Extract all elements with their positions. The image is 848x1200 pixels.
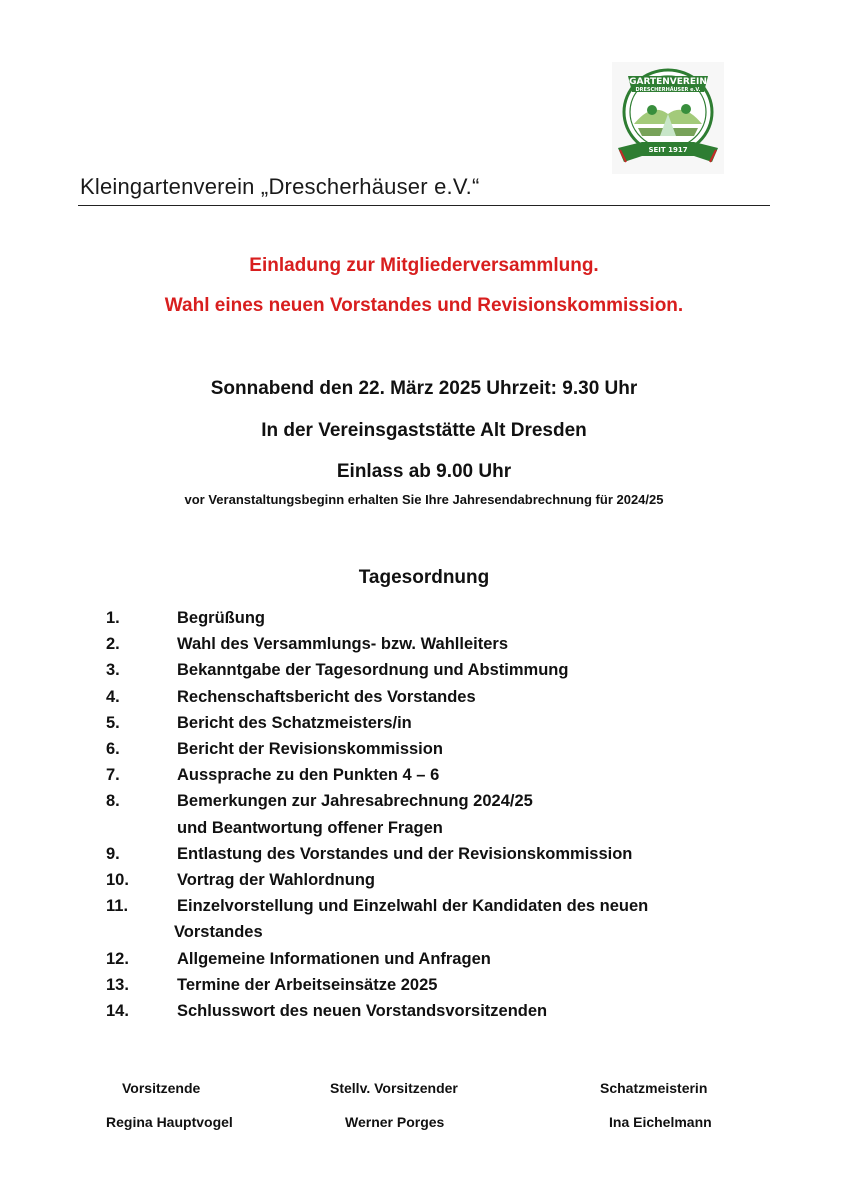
list-item	[106, 867, 766, 893]
item-text: Vortrag der Wahlordnung	[177, 871, 375, 890]
signature-role-treasurer: Schatzmeisterin	[600, 1080, 708, 1096]
list-item	[106, 972, 766, 998]
item-number: 14.	[106, 1002, 129, 1021]
invitation-subtitle: Wahl eines neuen Vorstandes und Revisionskommission.	[164, 295, 684, 316]
item-text	[177, 788, 766, 840]
item-text: Wahl des Versammlungs- bzw. Wahlleiters	[177, 635, 508, 654]
logo-since: SEIT 1917	[648, 146, 688, 154]
item-text: Termine der Arbeitseinsätze 2025	[177, 975, 438, 994]
list-item	[106, 605, 766, 631]
list-item	[106, 998, 766, 1024]
list-item	[106, 736, 766, 762]
item-text-line1: Einzelvorstellung und Einzelwahl der Kandidaten des neuen	[177, 897, 649, 916]
item-number: 6.	[106, 740, 120, 759]
list-item	[106, 684, 766, 710]
agenda-title: Tagesordnung	[358, 567, 490, 588]
item-number: 12.	[106, 949, 129, 968]
event-location: In der Vereinsgaststätte Alt Dresden	[261, 420, 587, 441]
item-number: 1.	[106, 609, 120, 627]
item-text: Entlastung des Vorstandes und der Revisionskommission	[177, 844, 633, 863]
item-text-line2: Vorstandes	[174, 923, 263, 942]
invitation-title: Einladung zur Mitgliederversammlung.	[249, 255, 599, 276]
list-item	[106, 788, 766, 840]
header-divider	[78, 205, 770, 206]
signature-role-chair: Vorsitzende	[122, 1080, 201, 1096]
item-text	[174, 893, 766, 945]
item-number: 11.	[106, 897, 129, 916]
item-text: Allgemeine Informationen und Anfragen	[177, 949, 491, 968]
item-text: Rechenschaftsbericht des Vorstandes	[177, 687, 476, 706]
item-text-line2: und Beantwortung offener Fragen	[177, 818, 443, 837]
event-note: vor Veranstaltungsbeginn erhalten Sie Ihre Jahresendabrechnung für 2024/25	[184, 492, 664, 507]
item-number: 10.	[106, 871, 129, 890]
agenda-list	[106, 605, 766, 1024]
item-number: 7.	[106, 766, 120, 785]
list-item	[106, 841, 766, 867]
item-number: 3.	[106, 661, 120, 680]
club-name: Kleingartenverein „Drescherhäuser e.V.“	[80, 174, 480, 199]
logo-subtitle: DRESCHERHÄUSER e.V.	[635, 87, 701, 93]
item-text: Begrüßung	[177, 609, 265, 627]
item-number: 2.	[106, 635, 120, 654]
signature-name-deputy: Werner Porges	[345, 1114, 445, 1130]
list-item	[106, 710, 766, 736]
item-text-line1: Bemerkungen zur Jahresabrechnung 2024/25	[177, 792, 533, 811]
item-text: Bericht der Revisionskommission	[177, 740, 443, 759]
item-number: 8.	[106, 792, 120, 811]
item-text: Schlusswort des neuen Vorstandsvorsitzenden	[177, 1002, 548, 1021]
signature-name-chair: Regina Hauptvogel	[106, 1114, 233, 1130]
item-text: Aussprache zu den Punkten 4 – 6	[177, 766, 440, 785]
item-number: 9.	[106, 844, 120, 863]
event-entry: Einlass ab 9.00 Uhr	[336, 461, 512, 482]
item-text: Bericht des Schatzmeisters/in	[177, 713, 412, 732]
item-number: 5.	[106, 713, 120, 732]
list-item	[106, 762, 766, 788]
signature-name-treasurer: Ina Eichelmann	[609, 1114, 712, 1130]
list-item	[106, 893, 766, 945]
list-item	[106, 657, 766, 683]
item-number: 13.	[106, 975, 129, 994]
event-date-time: Sonnabend den 22. März 2025 Uhrzeit: 9.30 Uhr	[210, 378, 638, 399]
club-logo	[612, 62, 724, 174]
item-number: 4.	[106, 687, 120, 706]
list-item	[106, 631, 766, 657]
signature-role-deputy: Stellv. Vorsitzender	[330, 1080, 458, 1096]
item-text: Bekanntgabe der Tagesordnung und Abstimmung	[177, 661, 569, 680]
list-item	[106, 946, 766, 972]
logo-title: GARTENVEREIN	[629, 77, 707, 87]
